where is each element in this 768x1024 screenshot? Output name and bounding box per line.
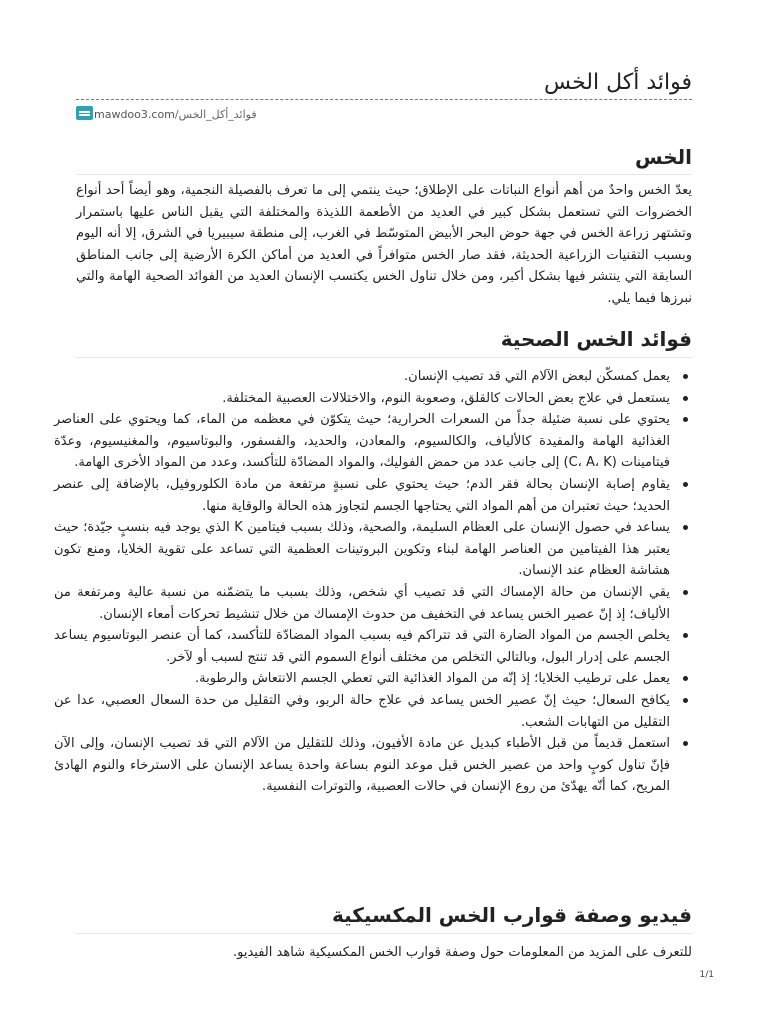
section-divider	[76, 174, 692, 175]
page-number: 1/1	[699, 970, 714, 980]
list-item: يحتوي على نسبة ضئيلة جداً من السعرات الحرارية؛ حيث يتكوّن في معظمه من الماء، كما ويحتوي على العناصر الغذائية الهامة والمفيدة كالألياف، والكالسيوم، والمعادن، والحديد، والفسفور، والبوتاسيوم، والمغنيسيوم، وعدّة فيتامينات (C، A، K) إلى جانب عدد من حمض الفوليك، والمواد المضادّة للتأكسد، وعدد من المواد الأخرى الهامة.	[54, 409, 670, 474]
source-path: /فوائد_أكل_الخس	[174, 108, 257, 121]
benefits-list	[54, 366, 692, 798]
list-item: يقي الإنسان من حالة الإمساك التي قد تصيب أي شخص، وذلك بسبب ما يتضمّنه من نسبة عالية ومرتفعة من الألياف؛ إذ إنّ عصير الخس يساعد في التخفيف من حدوث الإمساك من خلال تنشيط تحركات أمعاء الإنسان.	[54, 582, 670, 625]
video-paragraph: للتعرف على المزيد من المعلومات حول وصفة قوارب الخس المكسيكية شاهد الفيديو.	[233, 945, 692, 960]
source-link[interactable]	[76, 106, 257, 123]
source-site: mawdoo3.com	[94, 108, 175, 121]
list-item: يساعد في حصول الإنسان على العظام السليمة، والصحية، وذلك بسبب فيتامين K الذي يوجد فيه بنسبٍ جيّدة؛ حيث يعتبر هذا الفيتامين من العناصر الهامة لبناء وتكوين البروتينات العظمية التي تساعد على تقوية الخلايا، ومنع تكون هشاشة العظام عند الإنسان.	[54, 517, 670, 582]
list-item: يعمل على ترطيب الخلايا؛ إذ إنّه من المواد الغذائية التي تعطي الجسم الانتعاش والرطوبة.	[54, 668, 670, 690]
title-divider	[76, 99, 692, 100]
site-logo-icon	[76, 106, 93, 120]
list-item: يكافح السعال؛ حيث إنّ عصير الخس يساعد في علاج حالة الربو، وفي التقليل من حدة السعال العصبي، عدا عن التقليل من التهابات الشعب.	[54, 690, 670, 733]
list-item: استعمل قديماً من قبل الأطباء كبديل عن مادة الأفيون، وذلك للتقليل من الآلام التي قد تصيب الإنسان، وإلى الآن فإنّ تناول كوبٍ واحد من عصير الخس قبل موعد النوم بساعة واحدة يساعد الإنسان على الاسترخاء والنوم الهادئ المريح، كما أنّه يهدّئ من روع الإنسان في حالات العصبية، والتوترات النفسية.	[54, 733, 670, 798]
list-item: يعمل كمسكّن لبعض الآلام التي قد تصيب الإنسان.	[54, 366, 670, 388]
section-heading-video: فيديو وصفة قوارب الخس المكسيكية	[332, 903, 692, 927]
intro-paragraph: يعدّ الخس واحدٌ من أهم أنواع النباتات على الإطلاق؛ حيث ينتمي إلى ما تعرف بالفصيلة النجمية، وهو أيضاً أحد أنواع الخضروات التي تستعمل بشكل كبير في العديد من الأطعمة اللذيذة والمختلفة التي يقبل الناس عليها باستمرار وتشتهر زراعة الخس في جهة حوض البحر الأبيض المتوسّط في الغرب، إلى منطقة سيبيريا في الشرق، إلا أنه اليوم وبسبب التقنيات الزراعية الحديثة، فقد صار الخس متوافراً في العديد من أماكن الكرة الأرضية إلى جانب المناطق السابقة التي ينتشر فيها بشكل أكبر، ومن خلال تناول الخس يكتسب الإنسان العديد من الفوائد الصحية الهامة والتي نبرزها فيما يلي.	[76, 183, 692, 306]
document-title: فوائد أكل الخس	[544, 70, 692, 95]
list-item: يقاوم إصابة الإنسان بحالة فقر الدم؛ حيث يحتوي على نسبةٍ مرتفعة من مادة الكلوروفيل، بالإضافة إلى عنصر الحديد؛ حيث تعتبران من أهم المواد التي يحتاجها الجسم لتجاوز هذه الحالة والوقاية منها.	[54, 474, 670, 517]
list-item: يخلص الجسم من المواد الضارة التي قد تتراكم فيه بسبب المواد المضادّة للتأكسد، كما أن عنصر البوتاسيوم يساعد الجسم على إدرار البول، وبالتالي التخلص من مختلف أنواع السموم التي قد تنتج لسبب أو لآخر.	[54, 625, 670, 668]
section-divider	[76, 357, 692, 358]
section-divider	[76, 933, 692, 934]
list-item: يستعمل في علاج بعض الحالات كالقلق، وصعوبة النوم، والاختلالات العصبية المختلفة.	[54, 388, 670, 410]
section-heading-health-benefits: فوائد الخس الصحية	[500, 327, 692, 351]
section-heading-lettuce: الخس	[634, 145, 692, 169]
